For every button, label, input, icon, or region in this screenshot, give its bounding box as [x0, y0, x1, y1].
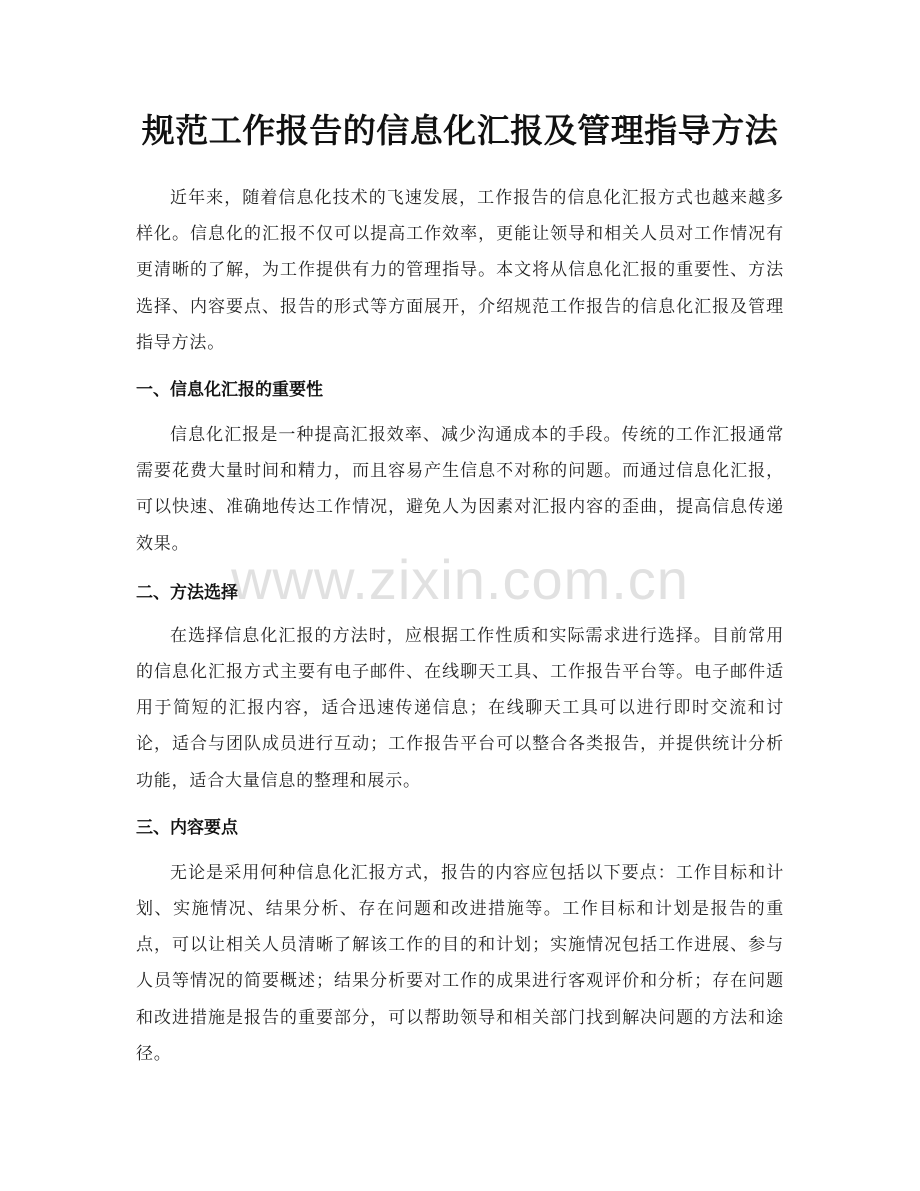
watermark-text: www.zixin.com.cn [231, 548, 689, 611]
section-heading-content-points: 三、内容要点 [136, 817, 238, 838]
intro-paragraph: 近年来，随着信息化技术的飞速发展，工作报告的信息化汇报方式也越来越多样化。信息化的汇报不仅可以提高工作效率，更能让领导和相关人员对工作情况有更清晰的了解，为工作提供有力的管理指导。本文将从信息化汇报的重要性、方法选择、内容要点、报告的形式等方面展开，介绍规范工作报告的信息化汇报及管理指导方法。 [136, 188, 784, 353]
document-body [136, 180, 784, 1072]
section-heading-importance: 一、信息化汇报的重要性 [136, 380, 323, 401]
section-paragraph-method: 在选择信息化汇报的方法时，应根据工作性质和实际需求进行选择。目前常用的信息化汇报方式主要有电子邮件、在线聊天工具、工作报告平台等。电子邮件适用于简短的汇报内容，适合迅速传递信息；在线聊天工具可以进行即时交流和讨论，适合与团队成员进行互动；工作报告平台可以整合各类报告，并提供统计分析功能，适合大量信息的整理和展示。 [136, 625, 784, 791]
section-paragraph-content-points: 无论是采用何种信息化汇报方式，报告的内容应包括以下要点：工作目标和计划、实施情况、结果分析、存在问题和改进措施等。工作目标和计划是报告的重点，可以让相关人员清晰了解该工作的目的和计划；实施情况包括工作进展、参与人员等情况的简要概述；结果分析要对工作的成果进行客观评价和分析；存在问题和改进措施是报告的重要部分，可以帮助领导和相关部门找到解决问题的方法和途径。 [136, 862, 784, 1064]
section-heading-method: 二、方法选择 [136, 582, 238, 603]
document-title: 规范工作报告的信息化汇报及管理指导方法 [141, 111, 779, 150]
section-paragraph-importance: 信息化汇报是一种提高汇报效率、减少沟通成本的手段。传统的工作汇报通常需要花费大量时间和精力，而且容易产生信息不对称的问题。而通过信息化汇报，可以快速、准确地传达工作情况，避免人为因素对汇报内容的歪曲，提高信息传递效果。 [136, 425, 784, 554]
